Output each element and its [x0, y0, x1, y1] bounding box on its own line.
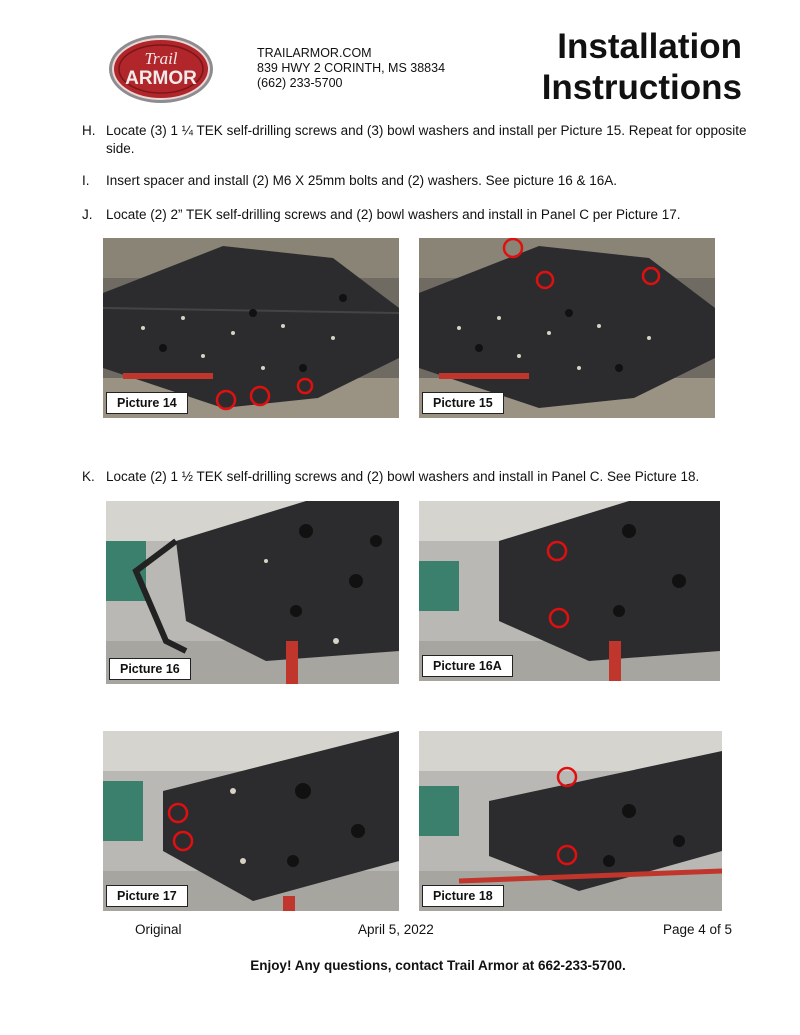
- svg-text:ARMOR: ARMOR: [125, 68, 197, 89]
- step-letter: H.: [82, 123, 96, 138]
- step-j: [82, 206, 752, 224]
- closing-note: Enjoy! Any questions, contact Trail Armor at 662-233-5700.: [250, 958, 626, 973]
- picture-caption: Picture 16: [109, 658, 191, 680]
- step-i: [82, 172, 752, 190]
- step-letter: K.: [82, 469, 95, 484]
- picture-16a: [419, 501, 720, 681]
- step-text: Locate (3) 1 ¼ TEK self-drilling screws and (3) bowl washers and install per Picture 15. Repeat for opposite side.: [106, 123, 747, 156]
- step-letter: I.: [82, 173, 90, 188]
- svg-text:Trail: Trail: [144, 49, 178, 68]
- picture-18: [419, 731, 722, 911]
- picture-caption: Picture 17: [106, 885, 188, 907]
- picture-caption: Picture 16A: [422, 655, 513, 677]
- picture-17: [103, 731, 399, 911]
- step-k: [82, 468, 752, 486]
- footer-date: April 5, 2022: [358, 922, 434, 937]
- picture-16: [106, 501, 399, 684]
- footer-left: Original: [135, 922, 182, 937]
- step-h: [82, 122, 752, 158]
- trail-armor-logo: [108, 34, 214, 104]
- picture-caption: Picture 15: [422, 392, 504, 414]
- phone-text: (662) 233-5700: [257, 76, 343, 90]
- address-text: 839 HWY 2 CORINTH, MS 38834: [257, 61, 446, 75]
- page-title: Installation Instructions: [541, 27, 742, 107]
- step-text: Locate (2) 1 ½ TEK self-drilling screws and (2) bowl washers and install in Panel C. See Picture 18.: [106, 469, 700, 484]
- contact-block: [257, 46, 445, 91]
- step-text: Locate (2) 2” TEK self-drilling screws and (2) bowl washers and install in Panel C per Picture 17.: [106, 207, 681, 222]
- step-text: Insert spacer and install (2) M6 X 25mm bolts and (2) washers. See picture 16 & 16A.: [106, 173, 617, 188]
- picture-14: [103, 238, 399, 418]
- picture-caption: Picture 14: [106, 392, 188, 414]
- picture-caption: Picture 18: [422, 885, 504, 907]
- step-letter: J.: [82, 207, 93, 222]
- picture-15: [419, 238, 715, 418]
- website-text: TRAILARMOR.COM: [257, 46, 372, 60]
- footer-page-number: Page 4 of 5: [663, 922, 733, 937]
